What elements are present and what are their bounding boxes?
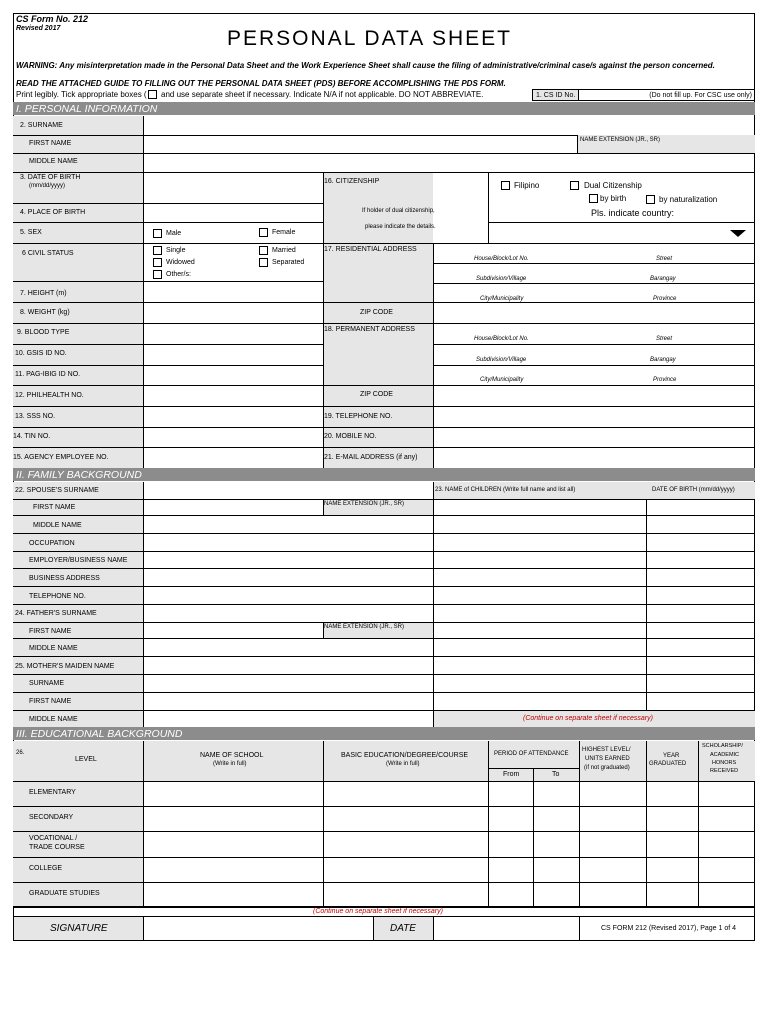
school-header: NAME OF SCHOOL bbox=[200, 752, 264, 759]
section-personal-info bbox=[13, 102, 755, 115]
level-header: LEVEL bbox=[75, 756, 97, 763]
year-header-1: YEAR bbox=[663, 753, 680, 759]
surname-label: 2. SURNAME bbox=[20, 122, 63, 129]
section-family-title: II. FAMILY BACKGROUND bbox=[16, 469, 142, 481]
res-barangay-label: Barangay bbox=[650, 276, 676, 282]
spouse-surname-label: 22. SPOUSE'S SURNAME bbox=[15, 487, 99, 494]
family-row-line bbox=[13, 533, 755, 534]
section-family-background bbox=[13, 468, 755, 481]
vocational-label-2: TRADE COURSE bbox=[29, 844, 85, 851]
dual-note-1: If holder of dual citizenship, bbox=[362, 208, 435, 214]
place-of-birth-label: 4. PLACE OF BIRTH bbox=[20, 209, 86, 216]
to-header: To bbox=[552, 771, 560, 778]
elementary-label: ELEMENTARY bbox=[29, 789, 76, 796]
permanent-zip-label: ZIP CODE bbox=[360, 391, 393, 398]
spouse-middle-name-label: MIDDLE NAME bbox=[33, 522, 82, 529]
female-checkbox[interactable] bbox=[259, 228, 268, 237]
male-checkbox[interactable] bbox=[153, 229, 162, 238]
tin-label: 14. TIN NO. bbox=[13, 433, 51, 440]
section-educational-background bbox=[13, 727, 755, 740]
family-row-line bbox=[13, 499, 755, 500]
education-item-number: 26. bbox=[16, 750, 25, 756]
married-checkbox[interactable] bbox=[259, 246, 268, 255]
form-number: CS Form No. 212 bbox=[16, 14, 89, 24]
secondary-label: SECONDARY bbox=[29, 814, 74, 821]
single-label: Single bbox=[166, 247, 186, 254]
signature-field[interactable] bbox=[144, 918, 372, 939]
family-row-line bbox=[13, 674, 755, 675]
course-subheader: (Write in full) bbox=[386, 761, 420, 767]
middle-name-label: MIDDLE NAME bbox=[29, 158, 78, 165]
separated-checkbox[interactable] bbox=[259, 258, 268, 267]
dob-format-label: (mm/dd/yyyy) bbox=[29, 183, 65, 189]
others-checkbox[interactable] bbox=[153, 270, 162, 279]
by-naturalization-label: by naturalization bbox=[659, 195, 718, 204]
scholarship-header-1: SCHOLARSHIP/ bbox=[702, 743, 743, 749]
widowed-checkbox[interactable] bbox=[153, 258, 162, 267]
permanent-address-label: 18. PERMANENT ADDRESS bbox=[324, 326, 415, 333]
res-house-label: House/Block/Lot No. bbox=[474, 256, 529, 262]
signature-label: SIGNATURE bbox=[50, 923, 108, 934]
pagibig-label: 11. PAG-IBIG ID NO. bbox=[15, 371, 81, 378]
civil-status-label: 6 CIVIL STATUS bbox=[22, 250, 74, 257]
res-subdivision-label: Subdivision/Village bbox=[476, 276, 527, 282]
filipino-checkbox[interactable] bbox=[501, 181, 510, 190]
read-guide-text: READ THE ATTACHED GUIDE TO FILLING OUT THE PERSONAL DATA SHEET (PDS) BEFORE ACCOMPLISHING THE PDS FORM. bbox=[16, 79, 506, 88]
first-name-label: FIRST NAME bbox=[29, 140, 72, 147]
separated-label: Separated bbox=[272, 259, 305, 266]
spouse-name-ext-label: NAME EXTENSION (JR., SR) bbox=[324, 501, 405, 507]
family-row-line bbox=[13, 638, 755, 639]
period-header: PERIOD OF ATTENDANCE bbox=[494, 751, 569, 757]
perm-city-label: City/Municipality bbox=[480, 377, 524, 383]
res-street-label: Street bbox=[656, 256, 673, 262]
philhealth-label: 12. PHILHEALTH NO. bbox=[15, 392, 84, 399]
children-dob-header-label: DATE OF BIRTH (mm/dd/yyyy) bbox=[652, 487, 735, 493]
scholarship-header-4: RECEIVED bbox=[710, 768, 739, 774]
page-title: PERSONAL DATA SHEET bbox=[227, 27, 513, 50]
family-row-line bbox=[13, 622, 755, 623]
school-subheader: (Write in full) bbox=[213, 761, 247, 767]
vocational-label-1: VOCATIONAL / bbox=[29, 835, 78, 842]
female-label: Female bbox=[272, 229, 296, 236]
mother-first-name-label: FIRST NAME bbox=[29, 698, 72, 705]
business-address-label: BUSINESS ADDRESS bbox=[29, 575, 100, 582]
graduate-studies-label: GRADUATE STUDIES bbox=[29, 890, 100, 897]
date-label: DATE bbox=[390, 923, 416, 934]
name-extension-label: NAME EXTENSION (JR., SR) bbox=[580, 137, 661, 143]
family-row-line bbox=[13, 551, 755, 552]
scholarship-header-3: HONORS bbox=[712, 760, 737, 766]
warning-text: WARNING: Any misinterpretation made in the Personal Data Sheet and the Work Experience Sheet shall cause the filing of administrative/criminal case/s against the person concerned. bbox=[16, 61, 715, 70]
gsis-label: 10. GSIS ID NO. bbox=[15, 350, 67, 357]
email-label: 21. E-MAIL ADDRESS (if any) bbox=[324, 454, 418, 461]
section-personal-title: I. PERSONAL INFORMATION bbox=[16, 103, 158, 115]
cs-id-label-box bbox=[532, 89, 579, 101]
mobile-label: 20. MOBILE NO. bbox=[324, 433, 377, 440]
personal-label-column-2 bbox=[323, 172, 433, 468]
perm-subdivision-label: Subdivision/Village bbox=[476, 357, 527, 363]
indicate-country-label: Pls. indicate country: bbox=[591, 208, 675, 218]
family-row-line bbox=[13, 604, 755, 605]
mother-maiden-name-label: 25. MOTHER'S MAIDEN NAME bbox=[15, 663, 115, 670]
family-row-line bbox=[13, 568, 755, 569]
perm-province-label: Province bbox=[653, 377, 677, 383]
father-surname-label: 24. FATHER'S SURNAME bbox=[15, 610, 97, 617]
single-checkbox[interactable] bbox=[153, 246, 162, 255]
family-row-line bbox=[13, 586, 755, 587]
pds-form bbox=[13, 13, 755, 941]
cs-id-label: 1. CS ID No. bbox=[536, 92, 576, 99]
country-dropdown-icon[interactable] bbox=[730, 230, 746, 237]
by-birth-label: by birth bbox=[600, 194, 627, 203]
sss-label: 13. SSS NO. bbox=[15, 413, 56, 420]
cs-use-only-note: (Do not fill up. For CSC use only) bbox=[649, 92, 752, 99]
mother-middle-name-label: MIDDLE NAME bbox=[29, 716, 78, 723]
dual-citizenship-checkbox[interactable] bbox=[570, 181, 579, 190]
from-header: From bbox=[503, 771, 520, 778]
family-row-line bbox=[13, 656, 755, 657]
year-header-2: GRADUATED bbox=[649, 761, 687, 767]
perm-street-label: Street bbox=[656, 336, 673, 342]
mother-surname-label: SURNAME bbox=[29, 680, 65, 687]
married-label: Married bbox=[272, 247, 296, 254]
blood-type-label: 9. BLOOD TYPE bbox=[17, 329, 70, 336]
education-continue-note: (Continue on separate sheet if necessary) bbox=[313, 908, 443, 915]
father-middle-name-label: MIDDLE NAME bbox=[29, 645, 78, 652]
family-row-line bbox=[13, 515, 755, 516]
telephone-label: 19. TELEPHONE NO. bbox=[324, 413, 393, 420]
height-label: 7. HEIGHT (m) bbox=[20, 290, 67, 297]
res-province-label: Province bbox=[653, 296, 677, 302]
revised-label: Revised 2017 bbox=[16, 25, 61, 32]
dual-note-2: please indicate the details. bbox=[365, 224, 436, 230]
employer-label: EMPLOYER/BUSINESS NAME bbox=[29, 557, 128, 564]
college-label: COLLEGE bbox=[29, 865, 63, 872]
perm-barangay-label: Barangay bbox=[650, 357, 676, 363]
sample-checkbox bbox=[148, 90, 157, 99]
children-header-label: 23. NAME of CHILDREN (Write full name and list all) bbox=[435, 487, 576, 493]
widowed-label: Widowed bbox=[166, 259, 195, 266]
education-header-row bbox=[13, 741, 755, 781]
highest-level-header-3: (if not graduated) bbox=[584, 765, 630, 771]
date-field[interactable] bbox=[434, 918, 578, 939]
family-row-line bbox=[13, 692, 755, 693]
occupation-label: OCCUPATION bbox=[29, 540, 75, 547]
agency-employee-label: 15. AGENCY EMPLOYEE NO. bbox=[13, 454, 109, 461]
others-label: Other/s: bbox=[166, 271, 191, 278]
residential-address-label: 17. RESIDENTIAL ADDRESS bbox=[324, 246, 417, 253]
spouse-first-name-label: FIRST NAME bbox=[33, 504, 76, 511]
page-footer-label: CS FORM 212 (Revised 2017), Page 1 of 4 bbox=[601, 925, 737, 932]
perm-house-label: House/Block/Lot No. bbox=[474, 336, 529, 342]
by-birth-checkbox[interactable] bbox=[589, 194, 598, 203]
father-first-name-label: FIRST NAME bbox=[29, 628, 72, 635]
weight-label: 8. WEIGHT (kg) bbox=[20, 309, 70, 316]
highest-level-header-1: HIGHEST LEVEL/ bbox=[582, 747, 631, 753]
male-label: Male bbox=[166, 230, 182, 237]
dual-citizenship-label: Dual Citizenship bbox=[584, 181, 642, 190]
dob-label: 3. DATE OF BIRTH bbox=[20, 174, 81, 181]
print-legibly-a: Print legibly. Tick appropriate boxes ( bbox=[16, 90, 147, 99]
res-city-label: City/Municipality bbox=[480, 296, 524, 302]
family-row-line bbox=[13, 710, 755, 711]
father-name-ext-label: NAME EXTENSION (JR., SR) bbox=[324, 624, 405, 630]
scholarship-header-2: ACADEMIC bbox=[710, 752, 740, 758]
citizenship-label: 16. CITIZENSHIP bbox=[324, 178, 380, 185]
filipino-label: Filipino bbox=[514, 181, 540, 190]
cs-id-field bbox=[579, 89, 755, 101]
residential-zip-label: ZIP CODE bbox=[360, 309, 393, 316]
highest-level-header-2: UNITS EARNED bbox=[585, 756, 630, 762]
spouse-telephone-label: TELEPHONE NO. bbox=[29, 593, 86, 600]
course-header: BASIC EDUCATION/DEGREE/COURSE bbox=[341, 752, 469, 759]
section-education-title: III. EDUCATIONAL BACKGROUND bbox=[16, 728, 183, 740]
sex-label: 5. SEX bbox=[20, 229, 42, 236]
print-legibly-b: and use separate sheet if necessary. Indicate N/A if not applicable. DO NOT ABBREVIATE. bbox=[161, 90, 484, 99]
by-naturalization-checkbox[interactable] bbox=[646, 195, 655, 204]
family-continue-note: (Continue on separate sheet if necessary) bbox=[523, 715, 653, 722]
